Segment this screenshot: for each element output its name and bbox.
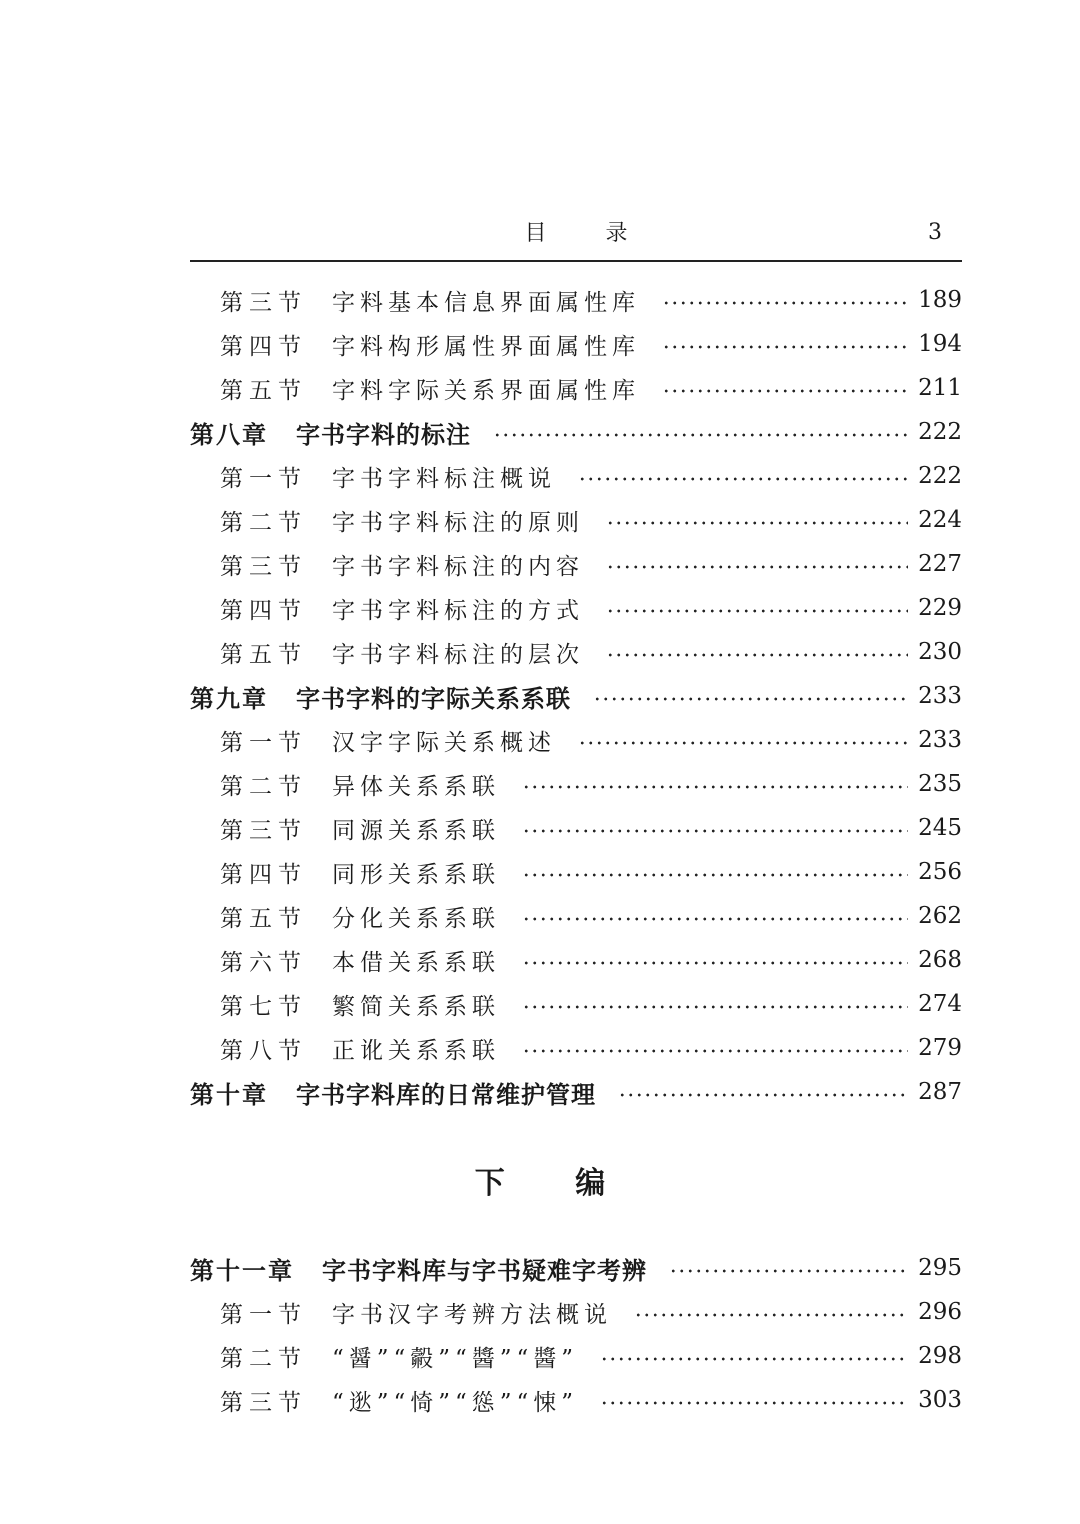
entry-title: 异体关系系联 [332,773,500,800]
dot-leader [634,1313,908,1317]
table-of-contents [190,278,962,1114]
entry-number: 第三节 [220,289,307,316]
dot-leader [600,1357,908,1361]
entry-number: 第一节 [220,729,307,756]
entry-page-number: 245 [918,815,962,841]
toc-section-entry [190,1378,962,1422]
entry-page-number: 227 [918,551,962,577]
entry-title: 字书字料标注的原则 [332,509,584,536]
entry-page-number: 230 [918,639,962,665]
toc-chapter-entry [190,1246,962,1290]
toc-section-entry [190,630,962,674]
toc-section-entry [190,1290,962,1334]
entry-title: 汉字字际关系概述 [332,729,556,756]
entry-page-number: 194 [918,331,962,357]
toc-section-entry [190,366,962,410]
entry-title: 字书字料的标注 [296,419,471,449]
toc-section-entry [190,1334,962,1378]
entry-title: 字书字料库的日常维护管理 [296,1079,596,1109]
entry-title: “醤”“㲉”“醬”“醬” [332,1345,579,1372]
toc-section-entry [190,982,962,1026]
dot-leader [606,565,908,569]
entry-page-number: 268 [918,947,962,973]
page-number: 3 [928,220,942,245]
dot-leader [606,653,908,657]
toc-section-entry [190,322,962,366]
entry-title: 字料字际关系界面属性库 [332,377,640,404]
dot-leader [593,697,908,701]
entry-title: 字书汉字考辨方法概说 [332,1301,612,1328]
entry-number: 第四节 [220,861,307,888]
entry-page-number: 298 [918,1343,962,1369]
running-title: 目 录 [524,221,654,246]
entry-title: 字料基本信息界面属性库 [332,289,640,316]
dot-leader [493,433,908,437]
entry-number: 第四节 [220,597,307,624]
toc-section-entry [190,806,962,850]
toc-section-entry [190,586,962,630]
toc-section-entry [190,850,962,894]
dot-leader [522,917,908,921]
entry-number: 第二节 [220,773,307,800]
entry-title: 字书字料标注概说 [332,465,556,492]
entry-title: 本借关系系联 [332,949,500,976]
entry-page-number: 256 [918,859,962,885]
entry-page-number: 233 [918,727,962,753]
dot-leader [662,345,908,349]
entry-title: 字料构形属性界面属性库 [332,333,640,360]
table-of-contents-part-2 [190,1246,962,1422]
dot-leader [662,301,908,305]
entry-number: 第四节 [220,333,307,360]
entry-title: 同形关系系联 [332,861,500,888]
entry-number: 第三节 [220,1389,307,1416]
dot-leader [618,1093,908,1097]
entry-number: 第五节 [220,377,307,404]
entry-number: 第八章 [190,419,268,449]
dot-leader [522,961,908,965]
entry-page-number: 229 [918,595,962,621]
entry-number: 第十章 [190,1079,268,1109]
entry-page-number: 296 [918,1299,962,1325]
entry-page-number: 222 [918,419,962,445]
entry-page-number: 224 [918,507,962,533]
toc-chapter-entry [190,674,962,718]
entry-number: 第三节 [220,553,307,580]
dot-leader [522,785,908,789]
entry-number: 第六节 [220,949,307,976]
dot-leader [606,609,908,613]
entry-page-number: 295 [918,1255,962,1281]
entry-title: 繁简关系系联 [332,993,500,1020]
entry-number: 第五节 [220,641,307,668]
entry-page-number: 287 [918,1079,962,1105]
entry-page-number: 262 [918,903,962,929]
entry-number: 第三节 [220,817,307,844]
entry-page-number: 235 [918,771,962,797]
toc-chapter-entry [190,410,962,454]
entry-title: 字书字料的字际关系系联 [296,683,571,713]
entry-title: 正讹关系系联 [332,1037,500,1064]
toc-section-entry [190,498,962,542]
entry-page-number: 274 [918,991,962,1017]
entry-page-number: 211 [918,375,962,401]
entry-title: 分化关系系联 [332,905,500,932]
part-heading: 下 编 [474,1166,636,1201]
entry-number: 第一节 [220,465,307,492]
entry-title: 字书字料标注的方式 [332,597,584,624]
entry-number: 第七节 [220,993,307,1020]
dot-leader [522,1005,908,1009]
dot-leader [578,477,908,481]
entry-title: “逖”“㥓”“慫”“悚” [332,1389,579,1416]
entry-number: 第五节 [220,905,307,932]
dot-leader [578,741,908,745]
entry-number: 第八节 [220,1037,307,1064]
dot-leader [522,873,908,877]
toc-section-entry [190,1026,962,1070]
toc-section-entry [190,894,962,938]
entry-number: 第十一章 [190,1255,294,1285]
toc-section-entry [190,762,962,806]
dot-leader [662,389,908,393]
toc-section-entry [190,454,962,498]
entry-number: 第二节 [220,1345,307,1372]
entry-number: 第二节 [220,509,307,536]
toc-section-entry [190,718,962,762]
entry-page-number: 279 [918,1035,962,1061]
entry-title: 字书字料库与字书疑难字考辨 [322,1255,647,1285]
dot-leader [522,1049,908,1053]
toc-chapter-entry [190,1070,962,1114]
toc-section-entry [190,542,962,586]
dot-leader [522,829,908,833]
entry-page-number: 222 [918,463,962,489]
toc-section-entry [190,278,962,322]
dot-leader [669,1269,908,1273]
page-header [190,212,962,262]
dot-leader [600,1401,908,1405]
dot-leader [606,521,908,525]
entry-page-number: 189 [918,287,962,313]
entry-page-number: 303 [918,1387,962,1413]
entry-number: 第九章 [190,683,268,713]
entry-title: 字书字料标注的内容 [332,553,584,580]
entry-page-number: 233 [918,683,962,709]
entry-title: 同源关系系联 [332,817,500,844]
toc-section-entry [190,938,962,982]
entry-title: 字书字料标注的层次 [332,641,584,668]
entry-number: 第一节 [220,1301,307,1328]
